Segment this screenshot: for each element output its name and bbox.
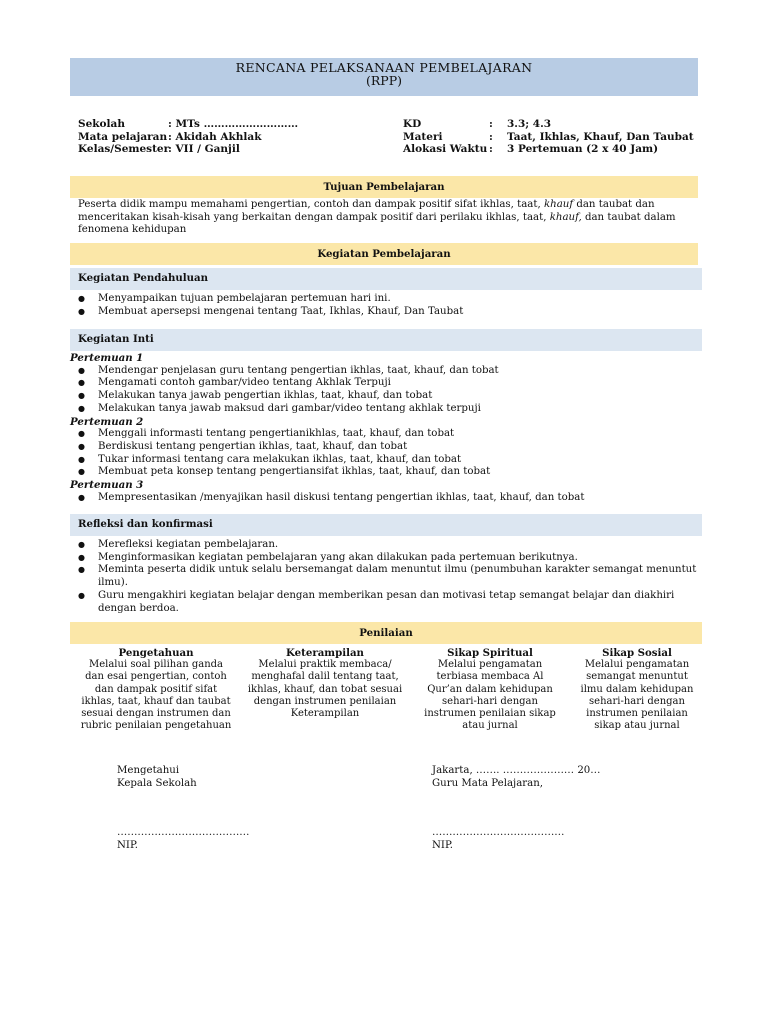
- list-item: ● Tukar informasi tentang cara melakukan ikhlas, taat, khauf, dan tobat: [78, 454, 700, 467]
- col-line: semangat menuntut: [586, 671, 688, 683]
- col-title: Keterampilan: [286, 647, 364, 659]
- colon: :: [489, 118, 493, 130]
- signature-right-line1: Jakarta, ……. ………………… 20…: [432, 765, 601, 776]
- kegiatan-heading: Kegiatan Pembelajaran: [70, 243, 698, 265]
- col-line: dan dampak positif sifat: [94, 683, 218, 695]
- signature-right-line2: Guru Mata Pelajaran,: [432, 777, 544, 789]
- list-item: ● Melakukan tanya jawab pengertian ikhlas, taat, khauf, dan tobat: [78, 390, 700, 403]
- refleksi-heading-text: Refleksi dan konfirmasi: [78, 518, 213, 530]
- info-label-sekolah: Sekolah: [78, 118, 125, 130]
- col-line: instrumen penilaian sikap: [424, 708, 556, 720]
- col-line: Qur’an dalam kehidupan: [427, 683, 553, 695]
- inti-content: [70, 352, 700, 504]
- col-line: Melalui pengamatan: [584, 659, 690, 671]
- pertemuan-2-label: Pertemuan 2: [70, 415, 144, 428]
- list-item: ● Berdiskusi tentang pengertian ikhlas, taat, khauf, dan tobat: [78, 441, 700, 454]
- penilaian-col-sosial: [572, 647, 702, 732]
- pertemuan-3-label: Pertemuan 3: [70, 479, 144, 492]
- colon: :: [489, 143, 493, 155]
- info-label-kd: KD: [403, 118, 422, 130]
- signature-right: [432, 765, 692, 852]
- signature-left: [117, 765, 337, 852]
- penilaian-col-keterampilan: [242, 647, 408, 720]
- pendahuluan-list: [78, 293, 698, 318]
- pertemuan-1-list: [78, 365, 700, 416]
- info-value-materi: Taat, Ikhlas, Khauf, Dan Taubat: [507, 130, 694, 143]
- penilaian-columns: [70, 647, 702, 737]
- col-line: ikhlas, taat, khauf dan taubat: [81, 695, 231, 707]
- signature-left-line2: Kepala Sekolah: [117, 777, 197, 789]
- list-item: ● Menyampaikan tujuan pembelajaran pertemuan hari ini.: [78, 293, 698, 306]
- pendahuluan-heading-text: Kegiatan Pendahuluan: [78, 272, 209, 284]
- info-value-sekolah: : MTs ………………………: [168, 118, 299, 130]
- list-item: ● Guru mengakhiri kegiatan belajar dengan memberikan pesan dan motivasi tetap semangat belajar dan diakhiri dengan berdoa.: [78, 590, 698, 615]
- col-line: sehari-hari dengan: [442, 695, 538, 707]
- col-line: sesuai dengan instrumen dan: [81, 708, 231, 720]
- tujuan-line-2-end: dan taubat dalam: [581, 211, 676, 223]
- inti-heading: [70, 329, 702, 351]
- pertemuan-1-label: Pertemuan 1: [70, 352, 144, 364]
- colon: :: [489, 130, 493, 143]
- penilaian-heading: Penilaian: [70, 622, 702, 644]
- info-value-alokasi: 3 Pertemuan (2 x 40 Jam): [507, 143, 659, 155]
- document-subtitle: (RPP): [366, 73, 402, 88]
- col-line: Keterampilan: [290, 708, 360, 720]
- list-item: ● Mempresentasikan /menyajikan hasil diskusi tentang pengertian ikhlas, taat, khauf, dan tobat: [78, 492, 700, 505]
- col-line: dengan instrumen penilaian: [253, 695, 397, 707]
- document-title-band: [70, 58, 698, 96]
- tujuan-italic-1: khauf: [543, 199, 574, 210]
- info-value-kelas: : VII / Ganjil: [168, 143, 240, 155]
- tujuan-line-1: Peserta didik mampu memahami pengertian, contoh dan dampak positif sifat ikhlas, taat,: [78, 199, 544, 210]
- penilaian-col-spiritual: [408, 647, 572, 732]
- list-item: ● Mendengar penjelasan guru tentang pengertian ikhlas, taat, khauf, dan tobat: [78, 365, 700, 378]
- info-left: [78, 118, 398, 156]
- tujuan-line-1-end: dan taubat dan: [573, 199, 655, 210]
- col-line: atau jurnal: [462, 720, 518, 732]
- col-line: ilmu dalam kehidupan: [580, 683, 694, 695]
- signature-right-nip: NIP.: [432, 839, 453, 851]
- list-item: ● Melakukan tanya jawab maksud dari gambar/video tentang akhlak terpuji: [78, 403, 700, 416]
- tujuan-line-2: menceritakan kisah-kisah yang berkaitan dengan dampak positif dari perilaku ikhlas, taat,: [78, 211, 550, 223]
- penilaian-col-pengetahuan: [70, 647, 242, 732]
- pertemuan-2-list: [78, 428, 700, 479]
- col-line: menghafal dalil tentang taat,: [251, 671, 399, 683]
- info-label-kelas: Kelas/Semester: [78, 143, 170, 155]
- col-title: Sikap Spiritual: [447, 647, 533, 659]
- tujuan-text: [78, 199, 698, 237]
- info-value-mapel: : Akidah Akhlak: [168, 130, 262, 143]
- list-item: ● Menginformasikan kegiatan pembelajaran yang akan dilakukan pada pertemuan berikutnya.: [78, 552, 698, 565]
- list-item: ● Membuat apersepsi mengenai tentang Taat, Ikhlas, Khauf, Dan Taubat: [78, 306, 698, 319]
- col-line: sikap atau jurnal: [594, 720, 680, 732]
- refleksi-list: [78, 539, 698, 615]
- list-item: ● Meminta peserta didik untuk selalu bersemangat dalam menuntut ilmu (penumbuhan karakter semangat menuntut ilmu).: [78, 564, 698, 589]
- col-line: ikhlas, khauf, dan tobat sesuai: [247, 683, 403, 695]
- col-line: Melalui pengamatan: [437, 659, 543, 671]
- col-line: rubric penilaian pengetahuan: [80, 720, 232, 732]
- info-value-kd: 3.3; 4.3: [507, 118, 552, 130]
- list-item: ● Merefleksi kegiatan pembelajaran.: [78, 539, 698, 552]
- inti-heading-text: Kegiatan Inti: [78, 333, 154, 345]
- tujuan-line-3: fenomena kehidupan: [78, 224, 187, 235]
- col-line: dan esai pengertian, contoh: [85, 671, 227, 683]
- document-title: RENCANA PELAKSANAAN PEMBELAJARAN: [235, 60, 533, 75]
- pertemuan-3-list: [78, 492, 700, 505]
- list-item: ● Membuat peta konsep tentang pengertiansifat ikhlas, taat, khauf, dan tobat: [78, 466, 700, 479]
- info-label-mapel: Mata pelajaran: [78, 130, 168, 143]
- signature-left-nip: NIP.: [117, 839, 138, 851]
- col-title: Pengetahuan: [118, 647, 194, 659]
- col-title: Sikap Sosial: [602, 647, 672, 659]
- list-item: ● Menggali informasti tentang pengertianikhlas, taat, khauf, dan tobat: [78, 428, 700, 441]
- info-label-materi: Materi: [403, 130, 443, 143]
- tujuan-heading: Tujuan Pembelajaran: [70, 176, 698, 198]
- col-line: instrumen penilaian: [586, 708, 688, 720]
- signature-left-line1: Mengetahui: [117, 765, 180, 776]
- info-right: [403, 118, 703, 156]
- info-label-alokasi: Alokasi Waktu: [403, 143, 488, 155]
- pendahuluan-heading: [70, 268, 702, 290]
- refleksi-heading: [70, 514, 702, 536]
- col-line: Melalui soal pilihan ganda: [88, 659, 223, 671]
- list-item: ● Mengamati contoh gambar/video tentang Akhlak Terpuji: [78, 377, 700, 390]
- tujuan-italic-2: khauf,: [549, 211, 582, 223]
- signature-right-line: …………………………………: [432, 827, 565, 838]
- col-line: Melalui praktik membaca/: [258, 659, 392, 671]
- signature-left-line: …………………………………: [117, 827, 250, 838]
- col-line: terbiasa membaca Al: [436, 671, 544, 683]
- col-line: sehari-hari dengan: [589, 695, 685, 707]
